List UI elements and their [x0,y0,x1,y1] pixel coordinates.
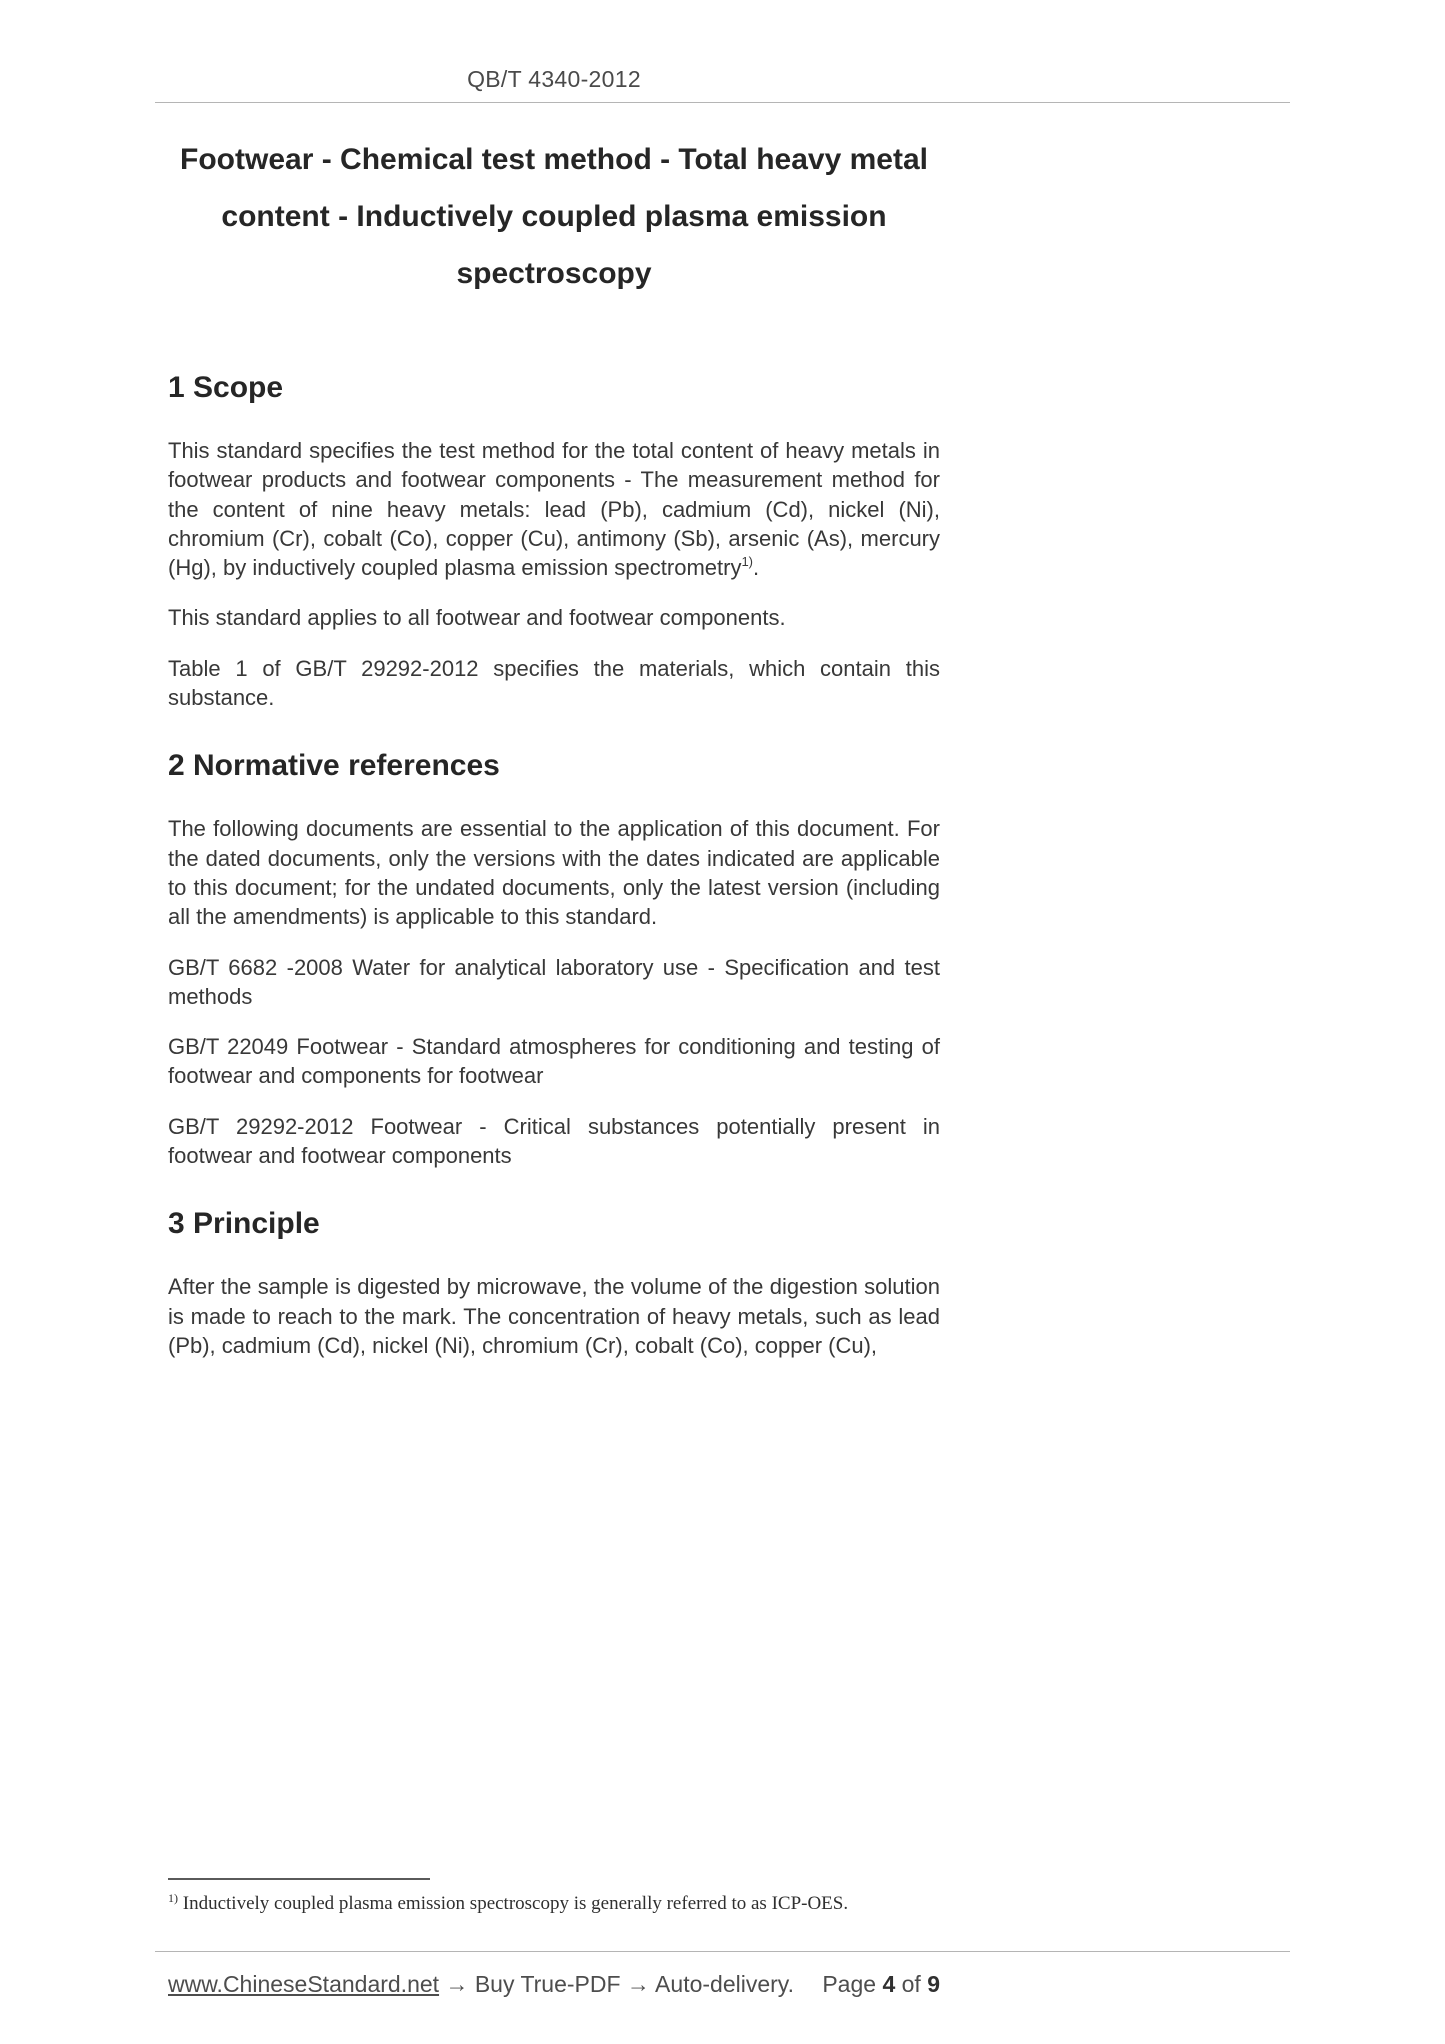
normative-intro-paragraph: The following documents are essential to the application of this document. For the dated documents, only the versions with the dates indicated are applicable to this document; for the undated documents, only the latest version (including all the amendments) is applicable to this standard. [168,816,940,930]
footnote-reference: 1) [741,554,754,570]
document-title [168,131,940,302]
footer-divider [155,1951,1290,1952]
page-number: 4 [882,1971,896,1997]
section-heading-scope: 1 Scope [168,371,284,404]
title-line: Footwear - Chemical test method - Total heavy metal [180,143,928,176]
footnote [168,1891,940,1917]
of-label: of [901,1971,921,1997]
footnote-divider [168,1878,430,1880]
scope-paragraph-1-text: This standard specifies the test method for the total content of heavy metals in footwear products and footwear components - The measurement method for the content of nine heavy metals: lead (Pb), cadmium (Cd), nickel (Ni), chromium (Cr), cobalt (Co), copper (Cu), antimony (Sb), arsenic (As), mercury (Hg), by inductively coupled plasma emission spectrometry [168,438,940,581]
page-footer [168,1971,940,1998]
scope-paragraph-1-tail: . [753,555,760,581]
footer-source [168,1971,794,1998]
principle-paragraph-1: After the sample is digested by microwave, the volume of the digestion solution is made to reach to the mark. The concentration of heavy metals, such as lead (Pb), cadmium (Cd), nickel (Ni), chromium (Cr), cobalt (Co), copper (Cu), [168,1274,940,1358]
section-heading-normative-references: 2 Normative references [168,749,500,783]
document-code: QB/T 4340-2012 [467,66,641,92]
scope-paragraph-1 [168,436,940,582]
site-link[interactable]: www.ChineseStandard.net [168,1971,440,1997]
page-indicator [822,1971,940,1998]
content-column [168,0,940,1381]
title-line: spectroscopy [456,257,652,290]
title-line: content - Inductively coupled plasma emission [221,200,887,233]
normative-reference-item: GB/T 22049 Footwear - Standard atmospheres for conditioning and testing of footwear and components for footwear [168,1034,940,1089]
scope-paragraph-2: This standard applies to all footwear and footwear components. [168,605,786,631]
normative-reference-item: GB/T 29292-2012 Footwear - Critical substances potentially present in footwear and footwear components [168,1113,940,1169]
page-label: Page [822,1971,877,1997]
section-heading-principle: 3 Principle [168,1207,320,1241]
footnote-text: Inductively coupled plasma emission spectroscopy is generally referred to as ICP-OES. [182,1893,849,1914]
scope-paragraph-3: Table 1 of GB/T 29292-2012 specifies the materials, which contain this substance. [168,655,940,711]
page-total: 9 [927,1971,940,1997]
footer-delivery-text: → Buy True-PDF → Auto-delivery. [439,1971,794,1997]
normative-reference-item: GB/T 6682 -2008 Water for analytical laboratory use - Specification and test methods [168,954,940,1009]
footnote-marker: 1) [168,1891,178,1905]
